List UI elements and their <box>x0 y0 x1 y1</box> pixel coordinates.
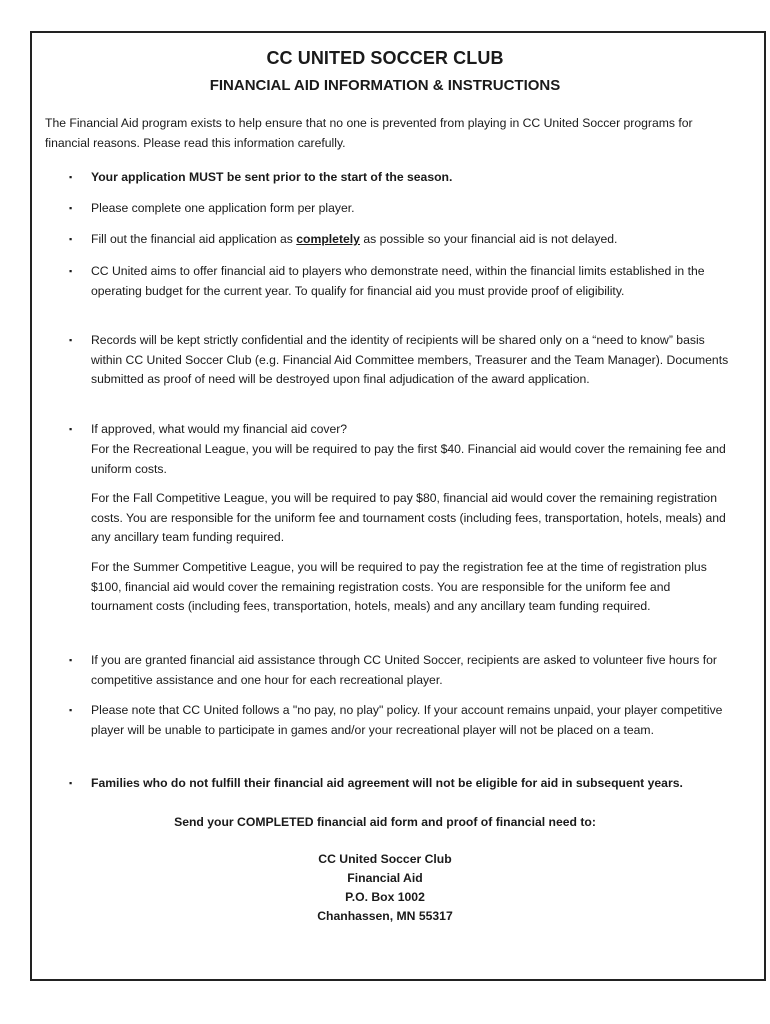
bullet-icon: ▪ <box>69 705 73 715</box>
address-line-2: Financial Aid <box>347 871 423 885</box>
complete-item-pre: Fill out the financial aid application as <box>91 232 297 246</box>
cover-summer-competitive: For the Summer Competitive League, you will be required to pay the registration fee at the time of registration plus $100, financial aid would cover the remaining registration costs. You are responsible for the uniform fee and tournament costs (including fees, transportation, hotels, meals) and any ancillary team funding required. <box>91 560 707 613</box>
document-title: CC UNITED SOCCER CLUB <box>266 48 504 68</box>
address-line-3: P.O. Box 1002 <box>345 890 425 904</box>
address-line-4: Chanhassen, MN 55317 <box>317 909 453 923</box>
address-line-1: CC United Soccer Club <box>318 852 452 866</box>
bullet-icon: ▪ <box>69 172 73 182</box>
no-pay-item: Please note that CC United follows a "no pay, no play" policy. If your account remains unpaid, your player competitive player will be unable to participate in games and/or your recreational player will not be placed on a team. <box>91 703 723 737</box>
confidential-item: Records will be kept strictly confidential and the identity of recipients will be shared only on a “need to know” basis within CC United Soccer Club (e.g. Financial Aid Committee members, Treasurer and the Team Manager). Documents submitted as proof of need will be destroyed upon final adjudication of the award application. <box>91 333 729 386</box>
cover-fall-competitive: For the Fall Competitive League, you will be required to pay $80, financial aid would cover the remaining registration costs. You are responsible for the uniform fee and tournament costs (including fees, transportation, hotels, meals) and any ancillary team funding required. <box>91 491 726 544</box>
cover-recreational: For the Recreational League, you will be required to pay the first $40. Financial aid would cover the remaining fee and uniform costs. <box>91 442 726 476</box>
document-subtitle: FINANCIAL AID INFORMATION & INSTRUCTIONS <box>209 77 561 94</box>
complete-item-post: as possible so your financial aid is not delayed. <box>359 232 618 246</box>
cover-question: If approved, what would my financial aid cover? <box>91 422 348 436</box>
one-form-item: Please complete one application form per player. <box>91 201 355 215</box>
bullet-icon: ▪ <box>69 778 73 788</box>
families-item: Families who do not fulfill their financial aid agreement will not be eligible for aid in subsequent years. <box>91 776 683 790</box>
bullet-icon: ▪ <box>69 335 73 345</box>
volunteer-item: If you are granted financial aid assistance through CC United Soccer, recipients are asked to volunteer five hours for competitive assistance and one hour for each recreational player. <box>91 653 717 687</box>
complete-item <box>91 230 731 250</box>
bullet-icon: ▪ <box>69 234 73 244</box>
bullet-icon: ▪ <box>69 424 73 434</box>
bullet-icon: ▪ <box>69 655 73 665</box>
need-item: CC United aims to offer financial aid to players who demonstrate need, within the financial limits established in the operating budget for the current year. To qualify for financial aid you must provide proof of eligibility. <box>91 264 705 298</box>
bullet-icon: ▪ <box>69 266 73 276</box>
send-instructions: Send your COMPLETED financial aid form and proof of financial need to: <box>174 815 596 829</box>
deadline-item: Your application MUST be sent prior to the start of the season. <box>91 170 453 184</box>
complete-item-emphasis: completely <box>296 232 360 246</box>
intro-paragraph: The Financial Aid program exists to help ensure that no one is prevented from playing in CC United Soccer programs for financial reasons. Please read this information carefully. <box>45 116 693 150</box>
bullet-icon: ▪ <box>69 203 73 213</box>
